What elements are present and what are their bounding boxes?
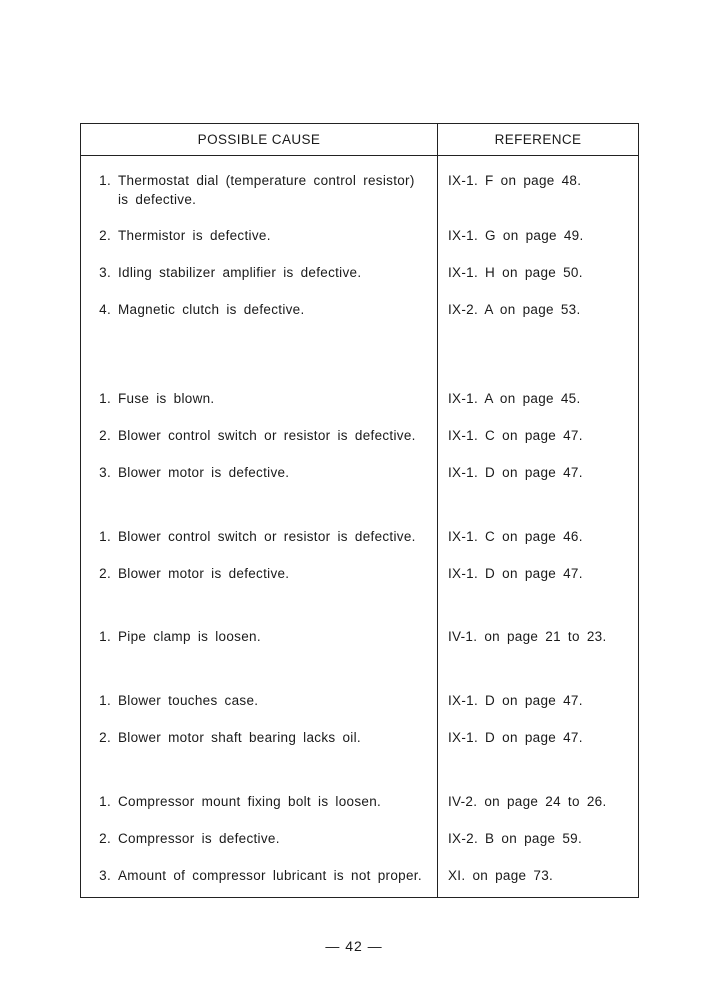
row-number: 3.: [99, 465, 111, 480]
row-cause: Fuse is blown.: [118, 391, 215, 406]
row-cause: Magnetic clutch is defective.: [118, 302, 305, 317]
row-reference: IX-1. F on page 48.: [448, 173, 582, 188]
header-possible-cause: POSSIBLE CAUSE: [197, 132, 321, 147]
row-number: 1.: [99, 529, 111, 544]
row-cause: Blower touches case.: [118, 693, 259, 708]
header-reference: REFERENCE: [494, 132, 582, 147]
row-reference: IX-1. D on page 47.: [448, 566, 583, 581]
row-number: 3.: [99, 868, 111, 883]
row-number: 2.: [99, 228, 111, 243]
row-cause: Blower control switch or resistor is defective.: [118, 428, 416, 443]
row-cause: Amount of compressor lubricant is not proper.: [118, 868, 422, 883]
row-reference: IX-1. H on page 50.: [448, 265, 583, 280]
row-reference: IX-1. D on page 47.: [448, 693, 583, 708]
row-number: 3.: [99, 265, 111, 280]
row-reference: IX-1. C on page 47.: [448, 428, 583, 443]
row-cause: Blower motor shaft bearing lacks oil.: [118, 730, 361, 745]
row-reference: IV-2. on page 24 to 26.: [448, 794, 607, 809]
row-number: 1.: [99, 391, 111, 406]
row-number: 1.: [99, 794, 111, 809]
row-reference: IX-1. A on page 45.: [448, 391, 581, 406]
row-reference: IX-1. C on page 46.: [448, 529, 583, 544]
row-reference: IX-1. D on page 47.: [448, 465, 583, 480]
column-divider: [437, 124, 438, 897]
page-number: — 42 —: [325, 938, 383, 954]
row-number: 1.: [99, 629, 111, 644]
row-number: 2.: [99, 831, 111, 846]
row-number: 2.: [99, 428, 111, 443]
row-cause: Thermistor is defective.: [118, 228, 271, 243]
row-reference: IV-1. on page 21 to 23.: [448, 629, 607, 644]
row-cause: Idling stabilizer amplifier is defective.: [118, 265, 362, 280]
row-reference: IX-2. A on page 53.: [448, 302, 581, 317]
row-reference: XI. on page 73.: [448, 868, 554, 883]
row-reference: IX-2. B on page 59.: [448, 831, 583, 846]
row-reference: IX-1. G on page 49.: [448, 228, 584, 243]
row-cause: Blower control switch or resistor is defective.: [118, 529, 416, 544]
row-number: 1.: [99, 173, 111, 188]
row-cause: Blower motor is defective.: [118, 465, 290, 480]
header-divider: [81, 155, 638, 156]
row-number: 2.: [99, 730, 111, 745]
row-cause: Pipe clamp is loosen.: [118, 629, 261, 644]
row-number: 2.: [99, 566, 111, 581]
troubleshooting-table: [80, 123, 639, 898]
row-reference: IX-1. D on page 47.: [448, 730, 583, 745]
row-cause: Thermostat dial (temperature control resistor) is defective.: [118, 173, 415, 207]
row-cause: Compressor mount fixing bolt is loosen.: [118, 794, 382, 809]
row-number: 4.: [99, 302, 111, 317]
row-cause: Compressor is defective.: [118, 831, 280, 846]
row-number: 1.: [99, 693, 111, 708]
row-cause: Blower motor is defective.: [118, 566, 290, 581]
